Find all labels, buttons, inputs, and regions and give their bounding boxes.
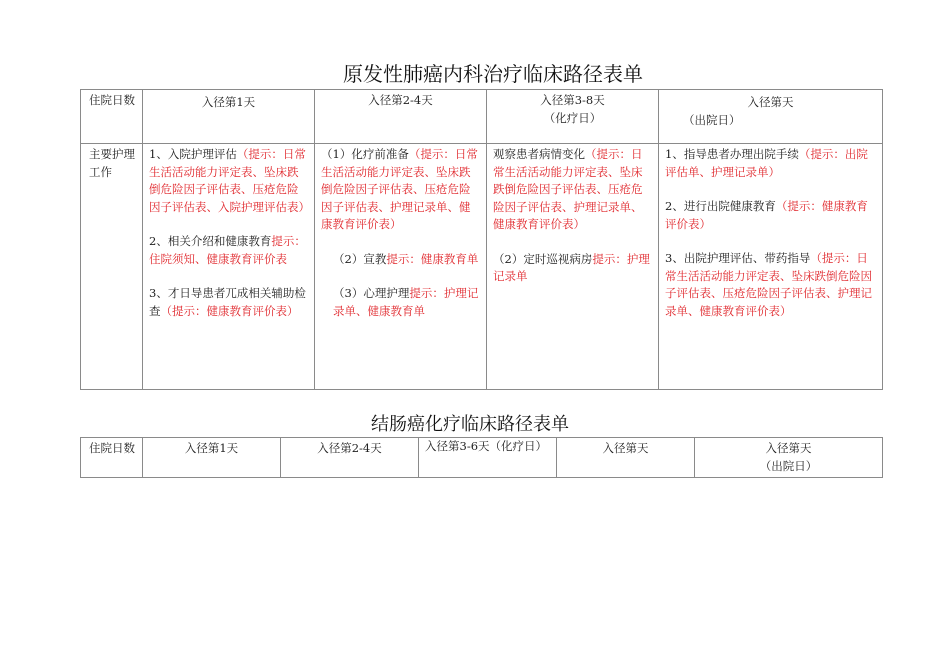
task-text: （2）定时巡视病房 <box>493 251 593 266</box>
header-discharge-sub: （出院日） <box>683 112 741 127</box>
task-text: 2、进行出院健康教育 <box>665 199 776 213</box>
task-hint: 提示：健康教育单 <box>386 251 479 266</box>
task-hint: （提示：日常生活活动能力评定表、坠床跌倒危险因子评估表、压疮危险因子评估表、护理记录单、健康教育评价表） <box>493 147 643 231</box>
task-hint: （提示：日常生活活动能力评定表、坠床跌倒危险因子评估表、压疮危险因子评估表、入院护理评估表） <box>149 147 310 214</box>
task-text: 观察患者病情变化 <box>493 147 585 161</box>
header-day-3-8-label: 入径第3-8天 <box>540 93 605 107</box>
table-header-row <box>81 90 883 144</box>
header-day-1: 入径第1天 <box>143 438 281 478</box>
task-item <box>665 250 876 320</box>
task-item <box>321 251 480 269</box>
task-item <box>149 233 308 268</box>
table-row <box>81 144 883 390</box>
header-day-3-6: 入径第3-6天（化疗日） <box>419 438 557 478</box>
task-item <box>321 285 480 320</box>
header-hospital-days: 住院日数 <box>81 90 143 144</box>
header-day-3-8-sub: （化疗日） <box>543 110 602 125</box>
cell-day-3-8-tasks <box>487 144 659 390</box>
task-hint: 提示：护理记录单 <box>493 251 650 283</box>
header-day-2-4-label: 入径第2-4天 <box>368 93 433 107</box>
header-day-1-label: 入径第1天 <box>201 95 256 109</box>
row-label-nursing: 主要护理工作 <box>81 144 143 390</box>
task-text: （1）化疗前准备 <box>321 147 409 161</box>
task-text: 2、相关介绍和健康教育 <box>149 234 272 248</box>
task-item <box>149 285 308 320</box>
task-hint: （提示：健康教育评价表） <box>160 303 299 318</box>
header-discharge-sub: （出院日） <box>759 458 818 473</box>
task-hint: （提示：出院评估单、护理记录单） <box>665 147 868 179</box>
task-hint: （提示：健康教育评价表） <box>665 199 868 231</box>
header-day-2-4 <box>315 90 487 144</box>
header-day-x: 入径第天 <box>557 438 695 478</box>
task-hint: 提示：护理记录单、健康教育单 <box>333 286 479 318</box>
cell-day-1-tasks <box>143 144 315 390</box>
table-header-row <box>81 438 883 478</box>
task-item <box>149 146 308 216</box>
header-discharge-label: 入径第天 <box>747 95 794 109</box>
header-day-3-8 <box>487 90 659 144</box>
header-discharge-day <box>659 90 883 144</box>
header-discharge-day <box>695 438 883 478</box>
task-item <box>493 146 652 234</box>
task-item <box>321 146 480 234</box>
task-text: 3、才日导患者兀成相关辅助检查 <box>149 286 306 318</box>
header-discharge-label: 入径第天 <box>765 441 812 455</box>
header-hospital-days: 住院日数 <box>81 438 143 478</box>
task-item <box>665 198 876 233</box>
task-hint: （提示：日常生活活动能力评定表、坠床跌倒危险因子评估表、压疮危险因子评估表、护理记录单、健康教育评价表） <box>321 147 478 231</box>
header-day-1 <box>143 90 315 144</box>
task-text: 1、入院护理评估 <box>149 147 237 161</box>
task-item <box>665 146 876 181</box>
task-text: （3）心理护理 <box>333 286 410 300</box>
section-title: 结肠癌化疗临床路径表单 <box>371 414 569 435</box>
task-text: 1、指导患者办理出院手续 <box>665 147 799 161</box>
lung-cancer-pathway-table <box>80 89 883 390</box>
cell-day-2-4-tasks <box>315 144 487 390</box>
cell-discharge-tasks <box>659 144 883 390</box>
task-hint: 提示：住院须知、健康教育评价表 <box>149 234 306 266</box>
colon-cancer-pathway-table <box>80 437 883 478</box>
page-title: 原发性肺癌内科治疗临床路径表单 <box>343 62 643 86</box>
task-hint: （提示：日常生活活动能力评定表、坠床跌倒危险因子评估表、压疮危险因子评估表、护理记录单、健康教育评价表） <box>665 251 872 318</box>
header-day-2-4: 入径第2-4天 <box>281 438 419 478</box>
task-text: （2）宣教 <box>333 251 387 266</box>
task-item <box>493 251 652 286</box>
task-text: 3、出院护理评估、带药指导 <box>665 251 811 265</box>
